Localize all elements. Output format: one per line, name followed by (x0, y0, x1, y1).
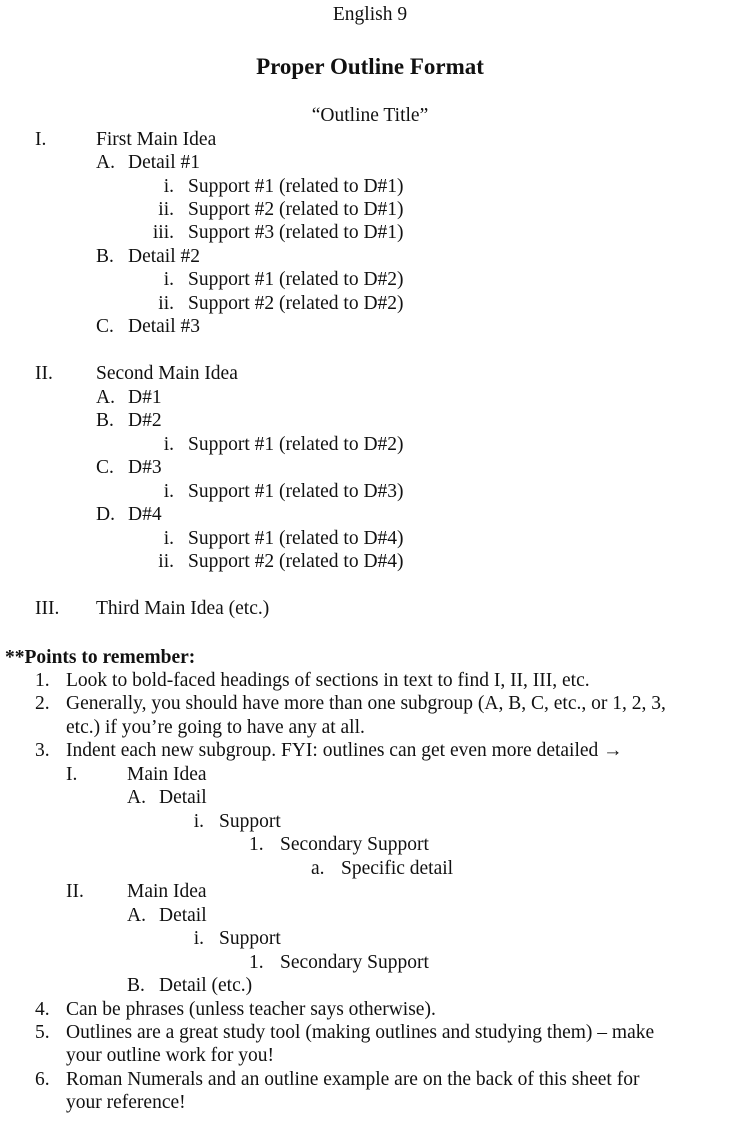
support-marker: i. (163, 269, 174, 290)
main-idea-text: Third Main Idea (etc.) (96, 598, 270, 619)
point-number: 2. (35, 693, 50, 714)
support-marker: i. (163, 528, 174, 549)
support-marker: ii. (158, 293, 174, 314)
detail-text: Detail #1 (128, 152, 201, 173)
support-text: Support (219, 811, 281, 832)
detail-text: D#2 (128, 410, 162, 431)
support-marker: i. (193, 811, 204, 832)
detail-text: D#1 (128, 387, 162, 408)
course-header: English 9 (332, 4, 408, 25)
detail-marker: C. (96, 316, 114, 337)
page-title: Proper Outline Format (256, 54, 484, 79)
point-text: Generally, you should have more than one subgroup (A, B, C, etc., or 1, 2, 3, (66, 693, 666, 714)
secondary-marker: 1. (249, 834, 264, 855)
main-idea-text: Second Main Idea (96, 363, 238, 384)
support-text: Support #1 (related to D#1) (188, 176, 404, 197)
detail-marker: A. (96, 152, 115, 173)
detail-marker: C. (96, 457, 114, 478)
support-text: Support #2 (related to D#2) (188, 293, 404, 314)
support-text: Support #1 (related to D#4) (188, 528, 404, 549)
support-marker: i. (163, 481, 174, 502)
specific-text: Specific detail (341, 858, 454, 879)
support-text: Support #2 (related to D#4) (188, 551, 404, 572)
support-text: Support #1 (related to D#2) (188, 434, 404, 455)
point-number: 4. (35, 999, 50, 1020)
support-marker: ii. (158, 199, 174, 220)
point-number: 1. (35, 670, 50, 691)
support-marker: i. (163, 434, 174, 455)
main-idea-text: Main Idea (127, 764, 207, 785)
roman-numeral: II. (35, 363, 53, 384)
support-marker: i. (193, 928, 204, 949)
secondary-text: Secondary Support (280, 834, 429, 855)
roman-numeral: III. (35, 598, 60, 619)
support-marker: i. (163, 176, 174, 197)
support-text: Support (219, 928, 281, 949)
point-text: Look to bold-faced headings of sections in text to find I, II, III, etc. (66, 670, 590, 691)
point-text-continued: your reference! (66, 1092, 186, 1113)
detail-text: Detail (159, 787, 207, 808)
detail-text: Detail #2 (128, 246, 201, 267)
detail-text: D#3 (128, 457, 162, 478)
points-heading: **Points to remember: (5, 647, 196, 668)
point-number: 3. (35, 740, 50, 761)
detail-marker: A. (127, 787, 146, 808)
secondary-text: Secondary Support (280, 952, 429, 973)
roman-numeral: II. (66, 881, 84, 902)
detail-marker: A. (96, 387, 115, 408)
support-text: Support #1 (related to D#3) (188, 481, 404, 502)
point-text: Roman Numerals and an outline example are on the back of this sheet for (66, 1069, 640, 1090)
secondary-marker: 1. (249, 952, 264, 973)
point-text: Outlines are a great study tool (making outlines and studying them) – make (66, 1022, 655, 1043)
support-marker: ii. (158, 551, 174, 572)
detail-marker: D. (96, 504, 115, 525)
specific-marker: a. (311, 858, 325, 879)
main-idea-text: Main Idea (127, 881, 207, 902)
support-marker: iii. (152, 222, 174, 243)
detail-text: D#4 (128, 504, 162, 525)
point-text-continued: etc.) if you’re going to have any at all. (66, 717, 365, 738)
detail-marker: A. (127, 905, 146, 926)
main-idea-text: First Main Idea (96, 129, 217, 150)
roman-numeral: I. (35, 129, 47, 150)
detail-marker: B. (96, 246, 114, 267)
detail-text: Detail (etc.) (159, 975, 253, 996)
outline-title: “Outline Title” (311, 105, 429, 126)
detail-marker: B. (96, 410, 114, 431)
roman-numeral: I. (66, 764, 78, 785)
point-text: Can be phrases (unless teacher says otherwise). (66, 999, 436, 1020)
detail-text: Detail (159, 905, 207, 926)
support-text: Support #3 (related to D#1) (188, 222, 404, 243)
point-text: Indent each new subgroup. FYI: outlines can get even more detailed → (66, 740, 623, 761)
point-number: 6. (35, 1069, 50, 1090)
detail-marker: B. (127, 975, 145, 996)
detail-text: Detail #3 (128, 316, 201, 337)
point-text-continued: your outline work for you! (66, 1045, 274, 1066)
point-number: 5. (35, 1022, 50, 1043)
support-text: Support #2 (related to D#1) (188, 199, 404, 220)
support-text: Support #1 (related to D#2) (188, 269, 404, 290)
